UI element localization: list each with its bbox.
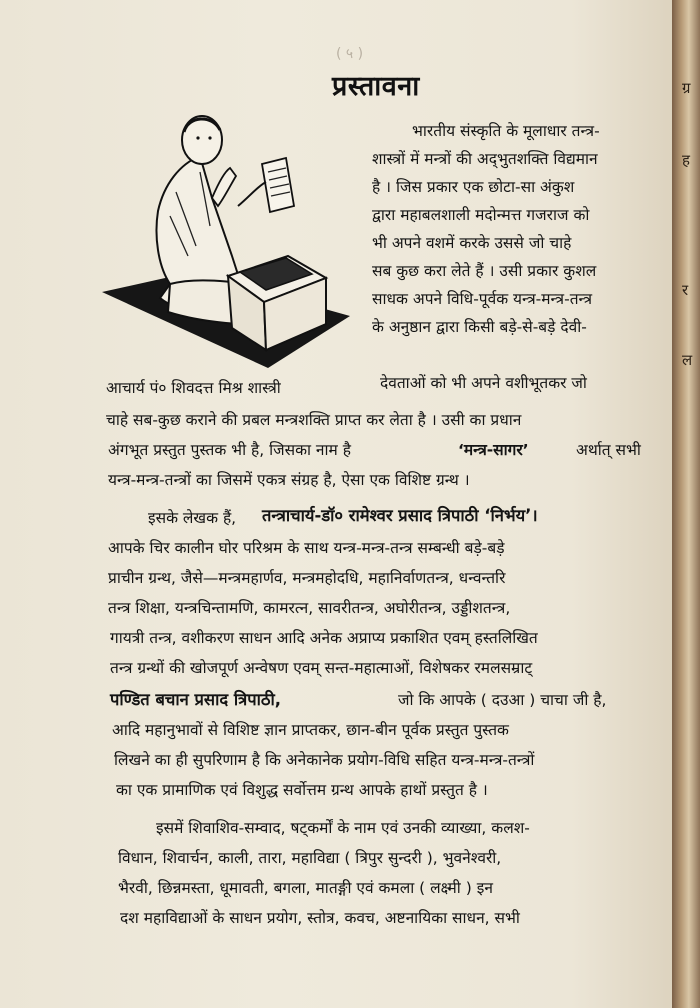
text-line: के अनुष्ठान द्वारा किसी बड़े-से-बड़े देवी- [372, 318, 587, 336]
text-line: देवताओं को भी अपने वशीभूतकर जो [380, 374, 587, 392]
text-line: विधान, शिवार्चन, काली, तारा, महाविद्या ( त्रिपुर सुन्दरी ), भुवनेश्वरी, [118, 849, 502, 867]
text-line: लिखने का ही सुपरिणाम है कि अनेकानेक प्रयोग-विधि सहित यन्त्र-मन्त्र-तन्त्रों [114, 751, 535, 769]
text-line: इसके लेखक हैं, [148, 509, 237, 527]
book-name-highlight: ‘मन्त्र-सागर’ [458, 441, 529, 459]
text-line: गायत्री तन्त्र, वशीकरण साधन आदि अनेक अप्राप्य प्रकाशित एवम् हस्तलिखित [110, 629, 538, 647]
page-number: ( ५ ) [336, 46, 364, 62]
text-line: दश महाविद्याओं के साधन प्रयोग, स्तोत्र, कवच, अष्टनायिका साधन, सभी [120, 909, 520, 927]
text-line: तन्त्र ग्रन्थों की खोजपूर्ण अन्वेषण एवम् सन्त-महात्माओं, विशेषकर रमलसम्राट् [110, 659, 533, 677]
eye-mark [208, 136, 211, 139]
scroll-shape [262, 158, 294, 212]
name-highlight: पण्डित बचान प्रसाद त्रिपाठी, [110, 690, 282, 709]
arm-line [238, 182, 266, 206]
text-line: सब कुछ करा लेते हैं । उसी प्रकार कुशल [372, 262, 597, 280]
text-line: साधक अपने विधि-पूर्वक यन्त्र-मन्त्र-तन्त्र [372, 290, 593, 308]
text-line: आपके चिर कालीन घोर परिश्रम के साथ यन्त्र-मन्त्र-तन्त्र सम्बन्धी बड़े-बड़े [108, 539, 505, 557]
text-line: भी अपने वशमें करके उससे जो चाहे [372, 234, 572, 252]
author-name-highlight: तन्त्राचार्य-डॉ० रामेश्वर प्रसाद त्रिपाठी ‘निर्भय’। [262, 506, 538, 525]
spine-char: ल [682, 351, 693, 369]
text-line: चाहे सब-कुछ कराने की प्रबल मन्त्रशक्ति प्राप्त कर लेता है । उसी का प्रधान [106, 411, 522, 429]
text-line: द्वारा महाबलशाली मदोन्मत्त गजराज को [372, 206, 590, 224]
text-line: का एक प्रामाणिक एवं विशुद्ध सर्वोत्तम ग्रन्थ आपके हाथों प्रस्तुत है । [116, 781, 488, 799]
text-line: अंगभूत प्रस्तुत पुस्तक भी है, जिसका नाम है [108, 441, 351, 459]
spine-char: ह [682, 151, 690, 169]
text-line: प्राचीन ग्रन्थ, जैसे—मन्त्रमहार्णव, मन्त्रमहोदधि, महानिर्वाणतन्त्र, धन्वन्तरि [108, 569, 506, 587]
eye-mark [196, 136, 199, 139]
text-line: यन्त्र-मन्त्र-तन्त्रों का जिसमें एकत्र संग्रह है, ऐसा एक विशिष्ट ग्रन्थ । [108, 471, 470, 489]
text-line: है । जिस प्रकार एक छोटा-सा अंकुश [372, 178, 575, 196]
hand-shape [212, 168, 236, 206]
illustration-caption: आचार्य पं० शिवदत्त मिश्र शास्त्री [106, 379, 281, 397]
author-illustration [100, 106, 355, 374]
text-line: भारतीय संस्कृति के मूलाधार तन्त्र- [412, 122, 600, 140]
text-line: आदि महानुभावों से विशिष्ट ज्ञान प्राप्तकर, छान-बीन पूर्वक प्रस्तुत पुस्तक [112, 721, 509, 739]
text-line: भैरवी, छिन्नमस्ता, धूमावती, बगला, मातङ्गी एवं कमला ( लक्ष्मी ) इन [118, 879, 493, 897]
spine-char: ग्र [682, 79, 691, 97]
text-line: जो कि आपके ( दउआ ) चाचा जी है, [398, 691, 607, 709]
text-line: अर्थात् सभी [576, 441, 641, 459]
page-title: प्रस्तावना [332, 71, 420, 102]
text-line: शास्त्रों में मन्त्रों की अद्‌भुतशक्ति विद्यमान [372, 150, 598, 168]
spine-char: र [682, 281, 689, 299]
text-line: तन्त्र शिक्षा, यन्त्रचिन्तामणि, कामरत्न, सावरीतन्त्र, अघोरीतन्त्र, उड्डीशतन्त्र, [108, 599, 511, 617]
text-line: इसमें शिवाशिव-सम्वाद, षट्कर्मों के नाम एवं उनकी व्याख्या, कलश- [156, 819, 530, 837]
